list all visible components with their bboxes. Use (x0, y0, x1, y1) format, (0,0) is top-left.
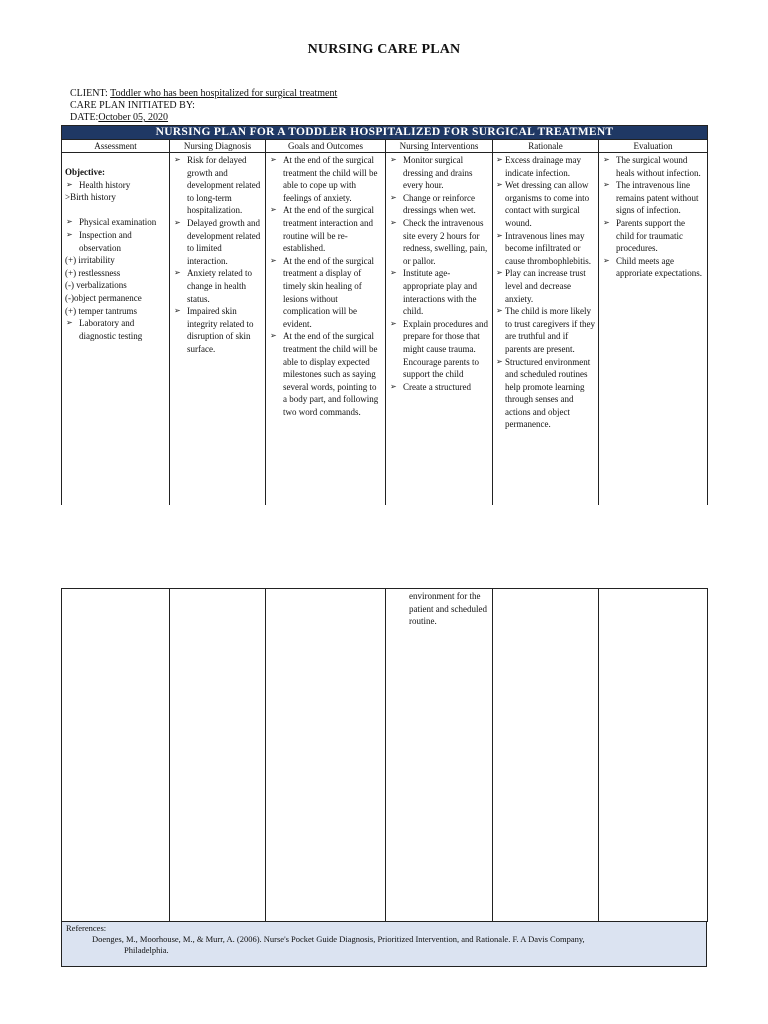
intervention-item: ➢ Check the intravenous site every 2 hours for redness, swelling, pain, or pallor. (389, 217, 489, 267)
evaluation-list (602, 154, 704, 280)
initiated-line: CARE PLAN INITIATED BY: (70, 100, 195, 111)
table-header-row (62, 140, 708, 153)
assessment-item: (+) restlessness (65, 267, 121, 278)
client-label: CLIENT: (70, 88, 111, 99)
assessment-cell (62, 153, 170, 505)
intervention-item: ➢ Explain procedures and prepare for those that might cause trauma. (389, 318, 489, 356)
rationale-item: ➢ Structured environment and scheduled routines help promote learning through senses and actions and object permanence. (496, 356, 595, 432)
header-goals: Goals and Outcomes (266, 140, 386, 153)
assessment-item: (-) verbalizations (65, 280, 127, 291)
assessment-item: (+) temper tantrums (65, 305, 138, 316)
table-body-row (62, 153, 708, 505)
references-label: References: (66, 923, 107, 933)
header-diagnosis: Nursing Diagnosis (170, 140, 266, 153)
continued-row (62, 589, 708, 922)
rationale-item: ➢ Excess drainage may indicate infection. (496, 154, 595, 179)
assessment-item: ➢ Health history (65, 179, 166, 192)
references-box (61, 921, 707, 967)
date-line (70, 112, 168, 124)
goals-list (269, 154, 382, 418)
care-plan-table (61, 125, 708, 505)
goal-item: ➢ At the end of the surgical treatment the child will be able to cope up with feelings of anxiety. (269, 154, 382, 204)
client-line (70, 88, 337, 100)
intervention-item: ➢ Institute age-appropriate play and interactions with the child. (389, 267, 489, 317)
assessment-item: ➢ Laboratory and diagnostic testing (65, 317, 166, 342)
assessment-item: ➢ Physical examination (65, 216, 166, 229)
interventions-list (389, 154, 489, 393)
intervention-item: ➢ Change or reinforce dressings when wet. (389, 192, 489, 217)
evaluation-cell-continued (599, 589, 708, 922)
header-assessment: Assessment (62, 140, 170, 153)
rationale-cell-continued (493, 589, 599, 922)
diagnosis-cell (170, 153, 266, 505)
evaluation-item: ➢ Child meets age approriate expectations. (602, 255, 704, 280)
rationale-list (496, 154, 595, 431)
assessment-item (65, 204, 166, 217)
rationale-item: ➢ Play can increase trust level and decrease anxiety. (496, 267, 595, 305)
goals-cell-continued (266, 589, 386, 922)
rationale-item: ➢ Wet dressing can allow organisms to come into contact with surgical wound. (496, 179, 595, 229)
assessment-item: ➢ Inspection and observation (65, 229, 166, 254)
date-label: DATE: (70, 112, 99, 123)
evaluation-item: ➢ The surgical wound heals without infection. (602, 154, 704, 179)
goal-item: ➢ At the end of the surgical treatment interaction and routine will be re-established. (269, 204, 382, 254)
reference-line-1: Doenges, M., Moorhouse, M., & Murr, A. (2006). Nurse's Pocket Guide Diagnosis, Prioritized Intervention, and Rationale. F. A Davis Company, (92, 934, 585, 944)
header-rationale: Rationale (493, 140, 599, 153)
rationale-item: ➢ Intravenous lines may become infiltrated or cause thrombophlebitis. (496, 230, 595, 268)
diagnosis-item: ➢ Risk for delayed growth and development related to long-term hospitalization. (173, 154, 262, 217)
intervention-item: ➢ Create a structured (389, 381, 489, 394)
diagnosis-cell-continued (170, 589, 266, 922)
assessment-cell-continued (62, 589, 170, 922)
table-banner: NURSING PLAN FOR A TODDLER HOSPITALIZED FOR SURGICAL TREATMENT (62, 126, 708, 140)
diagnosis-item: ➢ Delayed growth and development related to limited interaction. (173, 217, 262, 267)
header-evaluation: Evaluation (599, 140, 708, 153)
care-plan-table-continued (61, 588, 708, 922)
evaluation-item: ➢ Parents support the child for traumatic procedures. (602, 217, 704, 255)
assessment-list (65, 179, 166, 343)
rationale-item: ➢ The child is more likely to trust caregivers if they are truthful and if parents are present. (496, 305, 595, 355)
interventions-cell (386, 153, 493, 505)
goal-item: ➢ At the end of the surgical treatment the child will be able to display expected milestones such as saying several words, pointing to a body part, and following two word commands. (269, 330, 382, 418)
goals-cell (266, 153, 386, 505)
assessment-item: (-)object permanence (65, 292, 142, 303)
evaluation-item: ➢ The intravenous line remains patent without signs of infection. (602, 179, 704, 217)
diagnosis-item: ➢ Anxiety related to change in health status. (173, 267, 262, 305)
interventions-cell-continued (386, 589, 493, 922)
assessment-item: >Birth history (65, 192, 116, 203)
diagnosis-list (173, 154, 262, 356)
assessment-item: (+) irritability (65, 255, 115, 266)
date-value: October 05, 2020 (98, 112, 169, 123)
intervention-item: Encourage parents to support the child (403, 356, 479, 380)
intervention-item: ➢ Monitor surgical dressing and drains every hour. (389, 154, 489, 192)
evaluation-cell (599, 153, 708, 505)
interventions-continued-text: environment for the patient and scheduled routine. (409, 591, 487, 627)
header-interventions: Nursing Interventions (386, 140, 493, 153)
assessment-heading: Objective: (65, 167, 105, 177)
reference-line-2: Philadelphia. (124, 945, 169, 955)
diagnosis-item: ➢ Impaired skin integrity related to disruption of skin surface. (173, 305, 262, 355)
document-title: NURSING CARE PLAN (307, 42, 461, 57)
goal-item: ➢ At the end of the surgical treatment a display of timely skin healing of lesions without complication will be evident. (269, 255, 382, 331)
rationale-cell (493, 153, 599, 505)
client-value: Toddler who has been hospitalized for surgical treatment (110, 88, 338, 99)
